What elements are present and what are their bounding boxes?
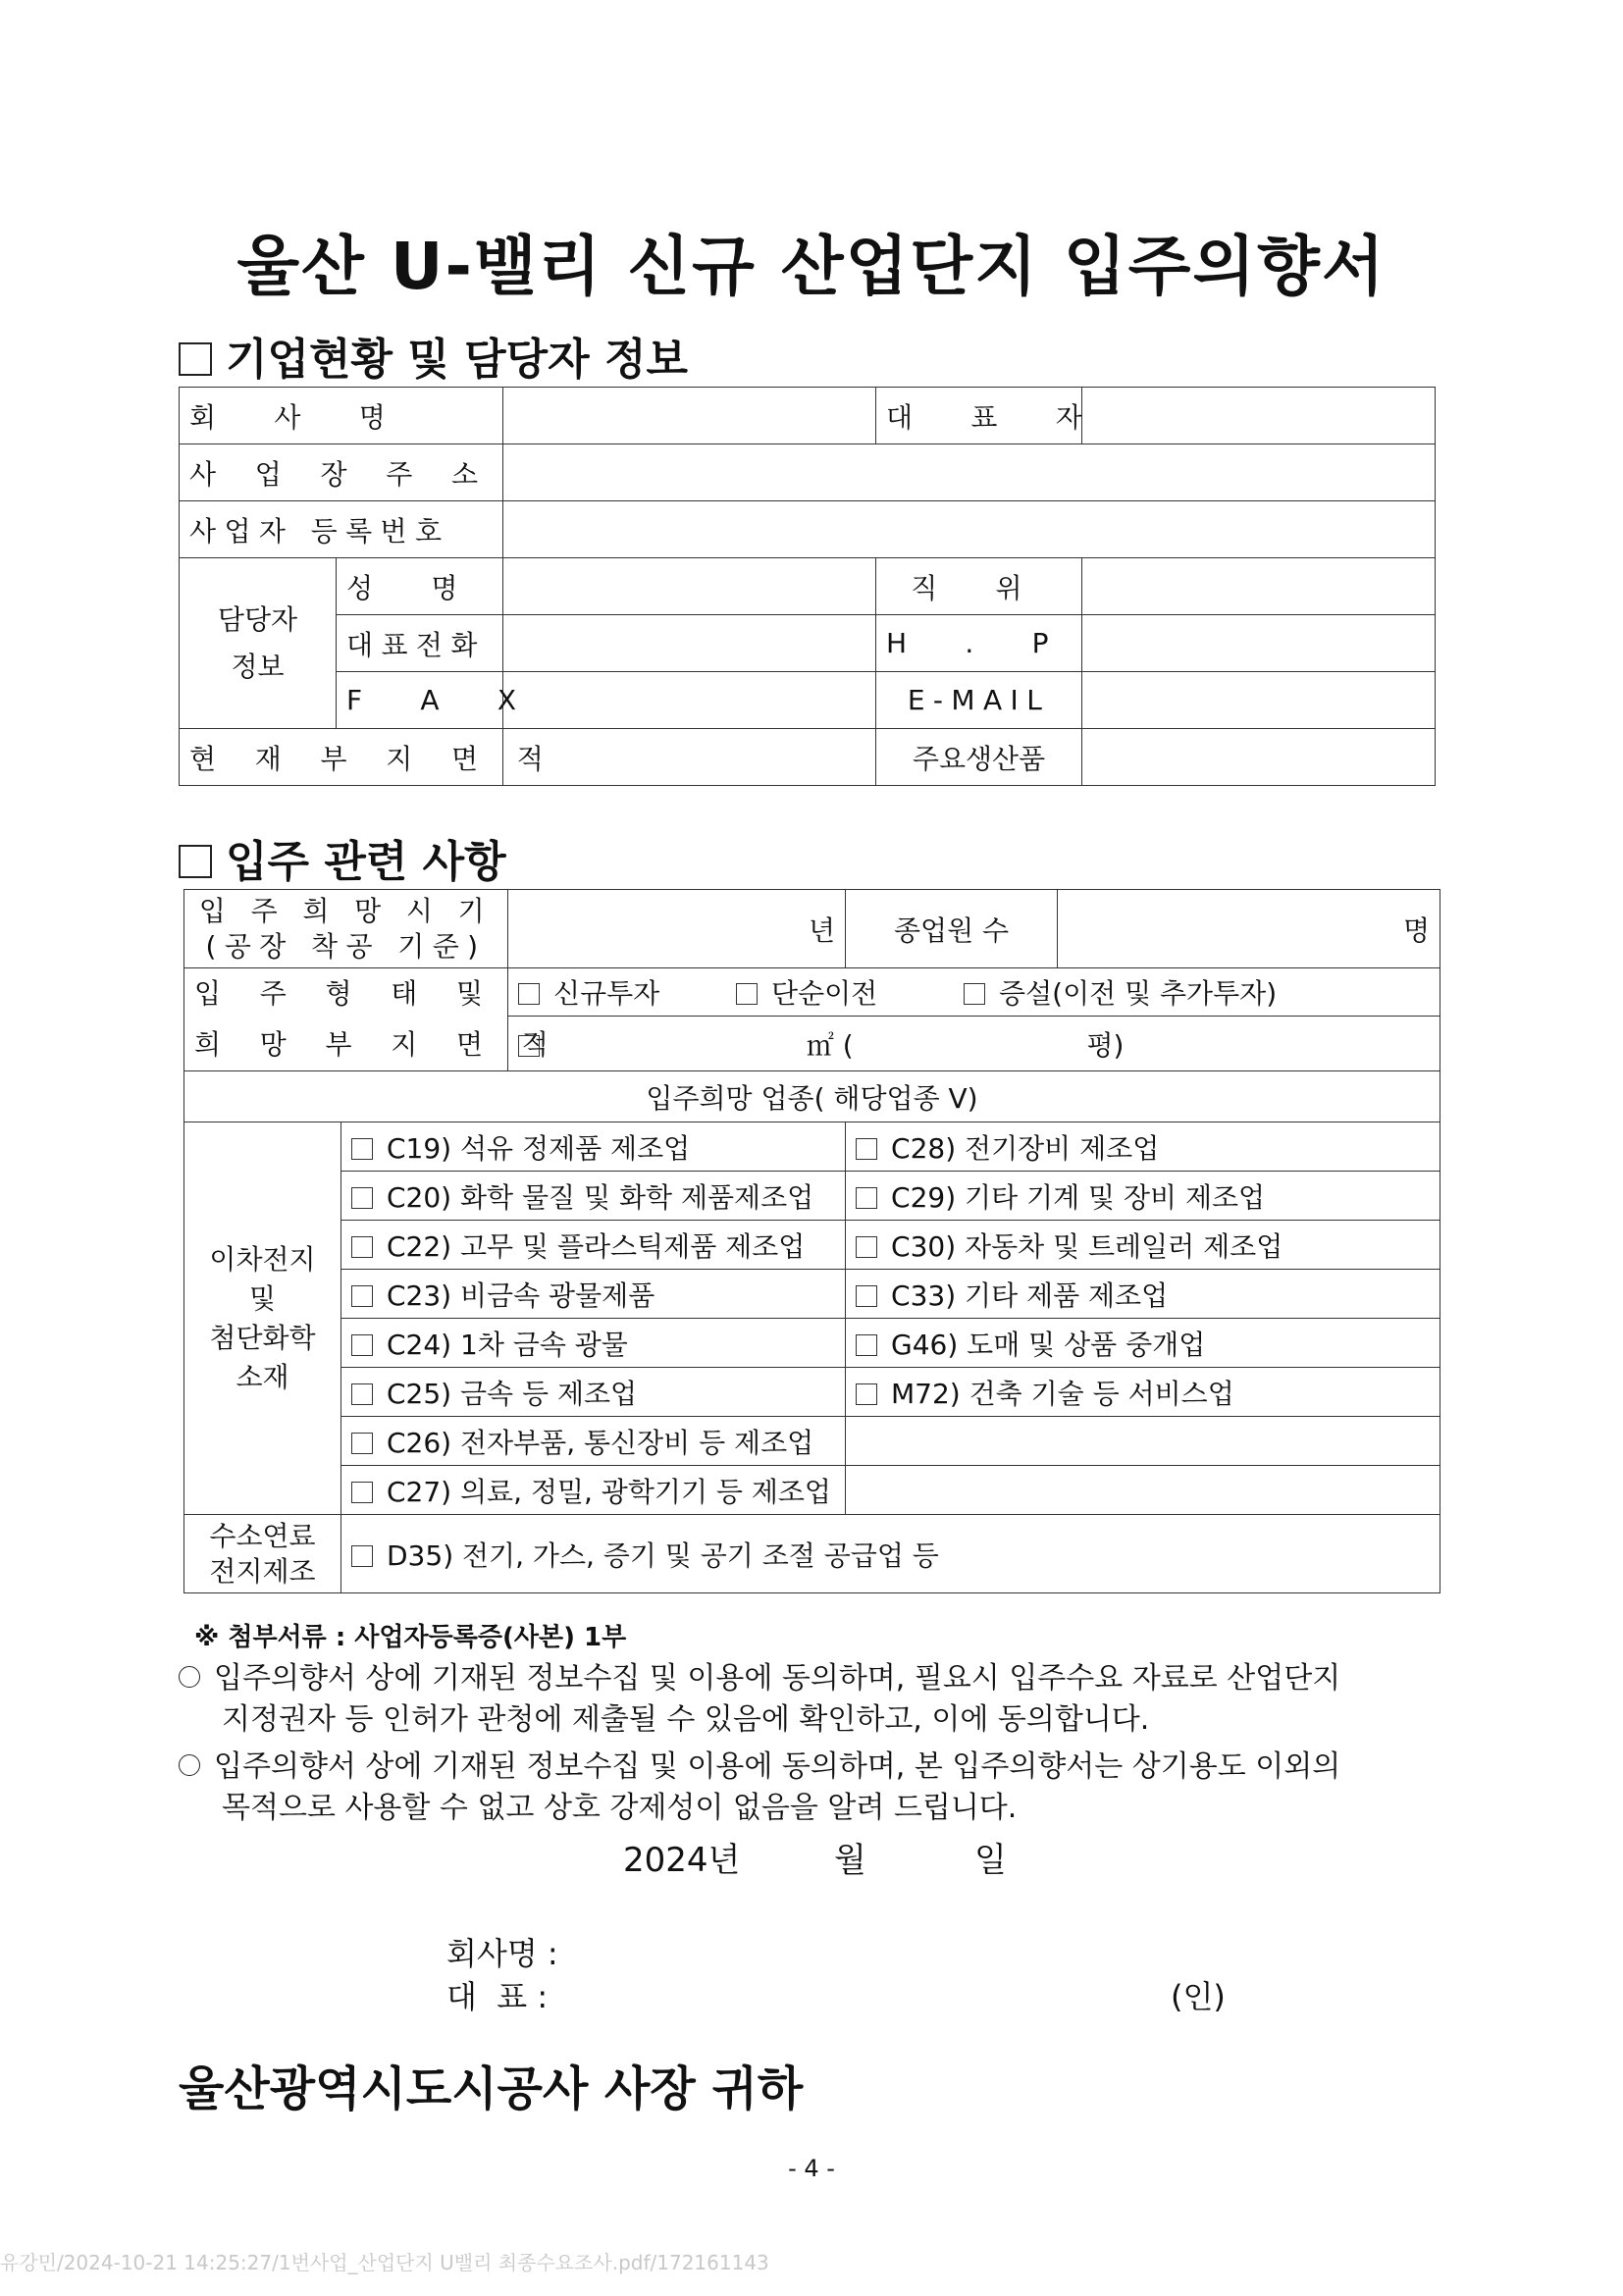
area-m2-unit: ㎡ (	[806, 1028, 854, 1062]
checkbox-icon	[179, 342, 212, 376]
address-label: 사 업 장 주 소	[180, 444, 503, 501]
area-row	[508, 1017, 1440, 1071]
employees-label: 종업원 수	[846, 890, 1058, 968]
checkbox-icon[interactable]	[856, 1187, 877, 1209]
section2-heading	[179, 826, 506, 889]
checkbox-icon[interactable]	[351, 1285, 373, 1307]
consent-1-line2: 지정권자 등 인허가 관청에 제출될 수 있음에 확인하고, 이에 동의합니다.	[222, 1702, 1150, 1737]
timing-year-field[interactable]	[508, 890, 846, 968]
fax-field[interactable]	[503, 672, 876, 729]
circle-bullet-icon	[179, 1754, 200, 1776]
site-area-field[interactable]	[503, 729, 876, 786]
attachment-note: ※ 첨부서류 : 사업자등록증(사본) 1부	[194, 1623, 627, 1652]
industry-item[interactable]: C19) 석유 정제품 제조업	[341, 1122, 846, 1172]
date-year: 2024년	[623, 1841, 741, 1880]
empty-cell	[846, 1466, 1440, 1515]
checkbox-icon[interactable]	[736, 983, 758, 1005]
section1-heading-text: 기업현황 및 담당자 정보	[226, 335, 688, 385]
contact-group-label: 담당자 정보	[180, 558, 337, 729]
move-in-table	[183, 889, 1440, 1593]
checkbox-icon[interactable]	[856, 1236, 877, 1258]
ceo-label: 대 표 자	[876, 388, 1082, 444]
checkbox-icon[interactable]	[964, 983, 985, 1005]
sign-ceo-label: 대 표 :	[446, 1978, 549, 2015]
industry-item[interactable]: G46) 도매 및 상품 중개업	[846, 1319, 1440, 1368]
checkbox-icon[interactable]	[856, 1334, 877, 1356]
industry-item[interactable]: C20) 화학 물질 및 화학 제품제조업	[341, 1172, 846, 1221]
site-area-label: 현 재 부 지 면 적	[180, 729, 503, 786]
consent-2-line2: 목적으로 사용할 수 없고 상호 강제성이 없음을 알려 드립니다.	[222, 1791, 1018, 1825]
type-label	[184, 968, 564, 1071]
watermark: 유강민/2024-10-21 14:25:27/1번사업_산업단지 U밸리 최종수요조사.pdf/172161143	[0, 2251, 769, 2274]
industry-item[interactable]: C23) 비금속 광물제품	[341, 1270, 846, 1319]
industry-item[interactable]: C26) 전자부품, 통신장비 등 제조업	[341, 1417, 846, 1466]
checkbox-icon[interactable]	[856, 1383, 877, 1405]
type-opt-new[interactable]: 신규투자	[518, 977, 659, 1010]
consent-1-line1: 입주의향서 상에 기재된 정보수집 및 이용에 동의하며, 필요시 입주수요 자료로 산업단지	[214, 1661, 1341, 1696]
ceo-field[interactable]	[1082, 388, 1436, 444]
email-label: E-MAIL	[876, 672, 1082, 729]
type-opt-relocate[interactable]: 단순이전	[736, 977, 877, 1010]
address-field[interactable]	[503, 444, 1436, 501]
document-title: 울산 U-밸리 신규 산업단지 입주의향서	[236, 229, 1387, 304]
industry-item[interactable]: C27) 의료, 정밀, 광학기기 등 제조업	[341, 1466, 846, 1515]
group2-label: 수소연료 전지제조	[184, 1515, 341, 1593]
industry-item[interactable]: C30) 자동차 및 트레일러 제조업	[846, 1221, 1440, 1270]
checkbox-icon[interactable]	[518, 983, 540, 1005]
person-unit: 명	[1402, 913, 1431, 947]
checkbox-icon	[179, 845, 212, 878]
checkbox-icon[interactable]	[351, 1545, 373, 1567]
industry-header: 입주희망 업종( 해당업종 V)	[184, 1071, 1440, 1122]
checkbox-icon[interactable]	[856, 1138, 877, 1160]
date-month: 월	[834, 1841, 866, 1880]
industry-item[interactable]: C29) 기타 기계 및 장비 제조업	[846, 1172, 1440, 1221]
checkbox-icon[interactable]	[351, 1482, 373, 1503]
contact-name-field[interactable]	[503, 558, 876, 615]
area-pyeong-unit: 평)	[1086, 1028, 1125, 1062]
group1-label: 이차전지 및 첨단화학 소재	[184, 1122, 341, 1515]
checkbox-icon[interactable]	[351, 1334, 373, 1356]
consent-2	[179, 1747, 1464, 1829]
sign-company-label: 회사명 :	[446, 1935, 558, 1972]
reg-no-field[interactable]	[503, 501, 1436, 558]
consent-2-line1: 입주의향서 상에 기재된 정보수집 및 이용에 동의하며, 본 입주의향서는 상기용도 이외의	[214, 1749, 1341, 1784]
position-label: 직 위	[876, 558, 1082, 615]
section2-heading-text: 입주 관련 사항	[226, 837, 506, 887]
addressee: 울산광역시도시공사 사장 귀하	[179, 2061, 804, 2116]
section1-heading	[179, 324, 688, 387]
position-field[interactable]	[1082, 558, 1436, 615]
timing-label	[184, 890, 508, 968]
circle-bullet-icon	[179, 1666, 200, 1688]
tel-field[interactable]	[503, 615, 876, 672]
fax-label: F A X	[337, 672, 503, 729]
employees-field[interactable]	[1058, 890, 1440, 968]
industry-item[interactable]: C28) 전기장비 제조업	[846, 1122, 1440, 1172]
page-number: - 4 -	[788, 2155, 835, 2182]
industry-item[interactable]: C22) 고무 및 플라스틱제품 제조업	[341, 1221, 846, 1270]
company-info-table	[179, 387, 1436, 786]
type-opt-expand[interactable]: 증설(이전 및 추가투자)	[964, 977, 1277, 1010]
company-name-field[interactable]	[503, 388, 876, 444]
tel-label: 대표전화	[337, 615, 503, 672]
checkbox-icon[interactable]	[518, 1035, 540, 1057]
industry-item[interactable]: D35) 전기, 가스, 증기 및 공기 조절 공급업 등	[341, 1515, 1440, 1593]
industry-item[interactable]: C25) 금속 등 제조업	[341, 1368, 846, 1417]
date-day: 일	[974, 1841, 1007, 1880]
checkbox-icon[interactable]	[856, 1285, 877, 1307]
type-options-row	[508, 968, 1440, 1017]
checkbox-icon[interactable]	[351, 1383, 373, 1405]
timing-label-line1: 입 주 희 망 시 기	[198, 894, 494, 927]
checkbox-icon[interactable]	[351, 1433, 373, 1454]
type-label-line2: 희 망 부 지 면 적	[194, 1028, 564, 1061]
empty-cell	[846, 1417, 1440, 1466]
type-label-line1: 입 주 형 태 및	[194, 977, 498, 1010]
industry-item[interactable]: C24) 1차 금속 광물	[341, 1319, 846, 1368]
consent-1	[179, 1658, 1464, 1741]
timing-label-line2: (공장 착공 기준)	[205, 929, 487, 963]
checkbox-icon[interactable]	[351, 1138, 373, 1160]
email-field[interactable]	[1082, 672, 1436, 729]
hp-field[interactable]	[1082, 615, 1436, 672]
company-name-label: 회 사 명	[180, 388, 503, 444]
checkbox-icon[interactable]	[351, 1236, 373, 1258]
industry-item[interactable]: M72) 건축 기술 등 서비스업	[846, 1368, 1440, 1417]
contact-name-label: 성 명	[337, 558, 503, 615]
year-unit: 년	[808, 913, 836, 947]
reg-no-label: 사업자 등록번호	[180, 501, 503, 558]
products-field[interactable]	[1082, 729, 1436, 786]
checkbox-icon[interactable]	[351, 1187, 373, 1209]
products-label: 주요생산품	[876, 729, 1082, 786]
hp-label: H . P	[876, 615, 1082, 672]
seal-mark: (인)	[1171, 1978, 1226, 2015]
industry-item[interactable]: C33) 기타 제품 제조업	[846, 1270, 1440, 1319]
